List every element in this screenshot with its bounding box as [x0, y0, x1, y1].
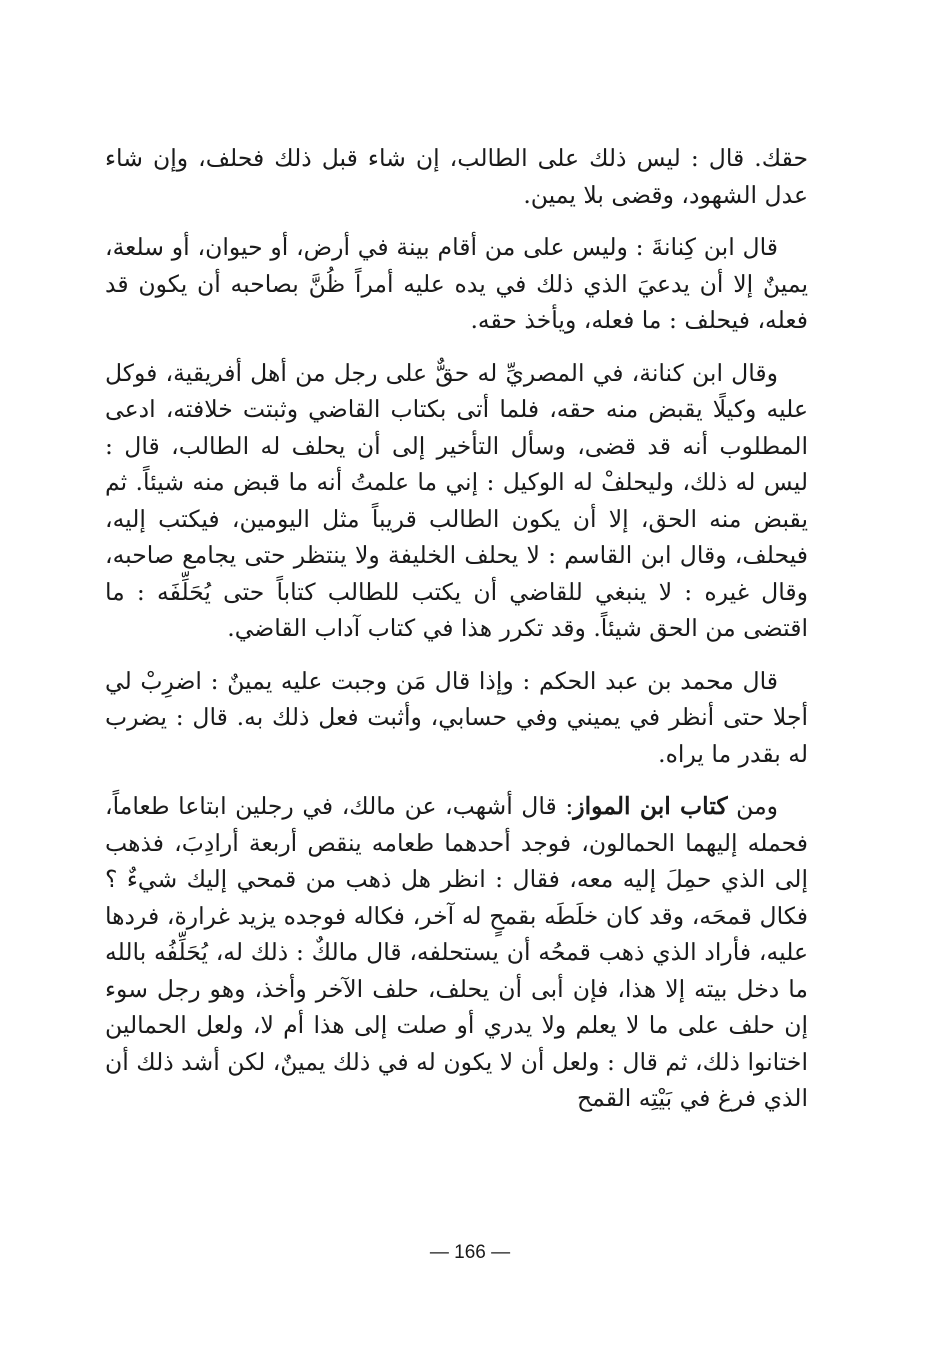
paragraph-4: قال محمد بن عبد الحكم : وإذا قال مَن وجبت عليه يمينٌ : اضرِبْ لي أجلا حتى أنظر في يميني وفي حسابي، وأثبت فعل ذلك به. قال : يضرب له بقدر ما يراه. — [105, 666, 808, 768]
paragraph-5 — [105, 788, 808, 1117]
paragraph-5-text: : قال أشهب، عن مالك، في رجلين ابتاعا طعاماً، فحمله إليهما الحمالون، فوجد أحدهما طعامه ينقص أربعة أرادِبَ، فذهب إلى الذي حمِلَ إليه معه، فقال : انظر هل ذهب من قمحي إليك شيءٌ ؟ فكال قمحَه، وقد كان خلَطَه بقمحٍ له آخر، فكاله فوجده يزيد غرارة، فردها عليه، فأراد الذي ذهب قمحُه أن يستحلفه، قال مالكٌ : ذلك له، يُحَلِّفُه بالله ما دخل بيته إلا هذا، فإن أبى أن يحلف، حلف الآخر وأخذ، وهو رجل سوء إن حلف على ما لا يعلم ولا يدري أو صلت إلى هذا أم لا، ولعل الحمالين اختانوا ذلك، ثم قال : ولعل أن لا يكون له في ذلك يمينٌ، لكن أشد ذلك أن الذي فرغ في بَيْتِه القمح — [105, 792, 808, 1112]
book-title: كتاب ابن المواز — [573, 792, 728, 820]
paragraph-3: وقال ابن كنانة، في المصريِّ له حقٌّ على رجل من أهل أفريقية، فوكل عليه وكيلًا يقبض منه حقه، فلما أتى بكتاب القاضي وثبتت خلافته، ادعى المطلوب أنه قد قضى، وسأل التأخير إلى أن يحلف له الطالب، قال : ليس له ذلك، وليحلفْ له الوكيل : إني ما علمتُ أنه ما قبض منه شيئاً. ثم يقبض منه الحق، إلا أن يكون الطالب قريباً مثل اليومين، فيكتب إليه، فيحلف، وقال ابن القاسم : لا يحلف الخليفة ولا ينتظر حتى يجامع صاحبه، وقال غيره : لا ينبغي للقاضي أن يكتب للطالب كتاباً حتى يُحَلِّفَه : ما اقتضى من الحق شيئاً. وقد تكرر هذا في كتاب آداب القاضي. — [105, 358, 808, 642]
paragraph-2: قال ابن كِنانةَ : وليس على من أقام بينة في أرض، أو حيوان، أو سلعة، يمينٌ إلا أن يدعيَ الذي ذلك في يده عليه أمراً ظُنَّ بصاحبه أن يكون قد فعله، فيحلف : ما فعله، ويأخذ حقه. — [105, 233, 808, 334]
page-number: — 166 — — [429, 1242, 511, 1263]
paragraph-5-lead: ومن — [727, 792, 779, 820]
page-body — [105, 140, 808, 1133]
paragraph-1: حقك. قال : ليس ذلك على الطالب، إن شاء قبل ذلك فحلف، وإن شاء عدل الشهود، وقضى بلا يمين. — [105, 144, 808, 209]
